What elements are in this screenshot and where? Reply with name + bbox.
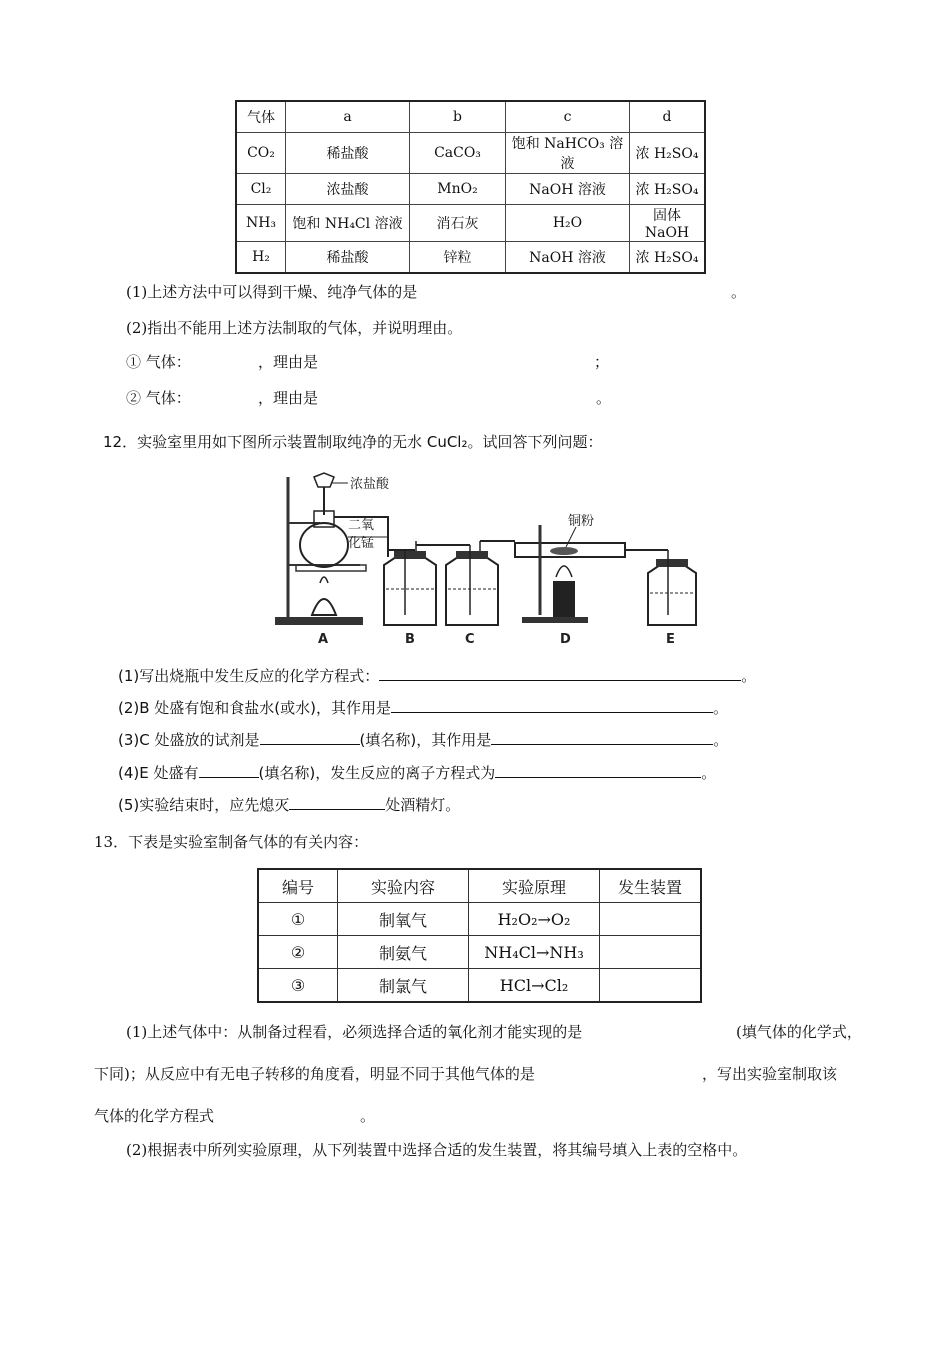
q13-title: 13．下表是实验室制备气体的有关内容： — [94, 833, 369, 851]
apparatus-answer-cell[interactable] — [600, 936, 702, 969]
answer-blank[interactable] — [491, 728, 713, 745]
q11-line-1-end: 。 — [731, 283, 747, 301]
gas-method-table — [235, 100, 706, 274]
table-row — [258, 936, 701, 969]
q11-case2-gas: ② 气体： — [126, 389, 191, 407]
table-row — [236, 242, 705, 274]
q11-part1-text: (1)上述方法中可以得到干燥、纯净气体的是 — [126, 283, 418, 301]
q12-sub4-text-b: (填名称)，发生反应的离子方程式为 — [258, 764, 496, 782]
table-cell: 制氧气 — [338, 903, 469, 936]
table-cell: 制氯气 — [338, 969, 469, 1003]
table-row — [236, 133, 705, 174]
q12-sub2-end: 。 — [713, 699, 729, 717]
burner-d — [553, 581, 575, 617]
label-e: E — [666, 632, 675, 647]
answer-blank[interactable] — [495, 761, 701, 778]
bottle-e — [648, 565, 696, 625]
table-header-cell: 发生装置 — [600, 869, 702, 903]
q11-case1-gas: ① 气体： — [126, 353, 191, 371]
answer-blank[interactable] — [289, 793, 385, 810]
label-d: D — [560, 632, 571, 647]
table-cell: CO₂ — [236, 133, 286, 174]
q11-case2-end: 。 — [596, 389, 612, 407]
q12-sub3-end: 。 — [713, 731, 729, 749]
table-header-cell: c — [506, 101, 630, 133]
table-cell: 稀盐酸 — [286, 133, 410, 174]
table-cell: 饱和 NH₄Cl 溶液 — [286, 205, 410, 242]
q12-sub3-text-b: (填名称)，其作用是 — [359, 731, 492, 749]
table-row — [236, 205, 705, 242]
bottle-b — [384, 557, 436, 625]
answer-blank[interactable] — [199, 761, 259, 778]
q12-sub3 — [118, 728, 728, 750]
table-cell: 浓 H₂SO₄ — [630, 174, 706, 205]
label-b: B — [405, 632, 415, 647]
table-cell: H₂O — [506, 205, 630, 242]
q12-sub4 — [118, 761, 716, 783]
table-header-row — [236, 101, 705, 133]
table-header-cell: 气体 — [236, 101, 286, 133]
q11-part2-text: (2)指出不能用上述方法制取的气体，并说明理由。 — [126, 319, 463, 337]
table-cell: ② — [258, 936, 338, 969]
table-header-cell: a — [286, 101, 410, 133]
label-a: A — [318, 632, 329, 647]
table-header-cell: d — [630, 101, 706, 133]
stopper-e — [656, 559, 688, 567]
apparatus-answer-cell[interactable] — [600, 903, 702, 936]
table-cell: H₂O₂→O₂ — [469, 903, 600, 936]
stand-base-a — [275, 617, 363, 625]
q12-sub5 — [118, 793, 460, 815]
q12-sub3-text-a: (3)C 处盛放的试剂是 — [118, 731, 260, 749]
table-header-row — [258, 869, 701, 903]
stopper-b — [394, 551, 426, 559]
q12-sub1-end: 。 — [741, 667, 757, 685]
label-mno2-1: 二氧 — [348, 518, 375, 533]
q12-sub1 — [118, 664, 756, 686]
q12-sub4-text-a: (4)E 处盛有 — [118, 764, 199, 782]
label-cu: 铜粉 — [568, 514, 595, 529]
q13-p1-e: 气体的化学方程式 — [94, 1107, 215, 1125]
q12-sub5-text-a: (5)实验结束时，应先熄灭 — [118, 796, 290, 814]
q13-p1-b: (填气体的化学式， — [736, 1023, 862, 1041]
table-cell: NaOH 溶液 — [506, 174, 630, 205]
table-header-cell: 实验内容 — [338, 869, 469, 903]
table-cell: CaCO₃ — [410, 133, 506, 174]
table-cell: ① — [258, 903, 338, 936]
table-cell: 浓 H₂SO₄ — [630, 242, 706, 274]
table-cell: NH₃ — [236, 205, 286, 242]
q13-p1-d: ，写出实验室制取该 — [702, 1065, 838, 1083]
apparatus-diagram — [270, 465, 710, 650]
q11-line-1 — [126, 282, 417, 302]
table-row — [258, 969, 701, 1003]
stand-base-d — [522, 617, 588, 623]
label-hcl: 浓盐酸 — [350, 477, 390, 492]
table-cell: NH₄Cl→NH₃ — [469, 936, 600, 969]
flame-a — [320, 577, 328, 583]
table-header-cell: 编号 — [258, 869, 338, 903]
round-flask — [300, 523, 348, 567]
q13-p1-f: 。 — [360, 1107, 376, 1125]
table-header-cell: 实验原理 — [469, 869, 600, 903]
q12-sub4-end: 。 — [701, 764, 717, 782]
stopper-c — [456, 551, 488, 559]
bottle-c — [446, 557, 498, 625]
table-cell: 浓 H₂SO₄ — [630, 133, 706, 174]
table-cell: H₂ — [236, 242, 286, 274]
table-row — [258, 903, 701, 936]
table-cell: Cl₂ — [236, 174, 286, 205]
answer-blank[interactable] — [391, 696, 713, 713]
table-row — [236, 174, 705, 205]
table-cell: 制氨气 — [338, 936, 469, 969]
label-c: C — [465, 632, 475, 647]
table-cell: ③ — [258, 969, 338, 1003]
q13-p1-a: (1)上述气体中：从制备过程看，必须选择合适的氧化剂才能实现的是 — [126, 1023, 583, 1041]
q13-p1-c: 下同)；从反应中有无电子转移的角度看，明显不同于其他气体的是 — [94, 1065, 535, 1083]
q12-sub2-text: (2)B 处盛有饱和食盐水(或水)，其作用是 — [118, 699, 392, 717]
q12-title: 12．实验室里用如下图所示装置制取纯净的无水 CuCl₂。试回答下列问题： — [103, 433, 603, 451]
q11-case2-reason: ，理由是 — [258, 389, 319, 407]
q13-p2: (2)根据表中所列实验原理，从下列装置中选择合适的发生装置，将其编号填入上表的空格中。 — [126, 1141, 748, 1159]
table-cell: 消石灰 — [410, 205, 506, 242]
table-cell: 锌粒 — [410, 242, 506, 274]
label-mno2-2: 化锰 — [348, 536, 375, 551]
burner-a — [312, 599, 336, 615]
table-cell: 稀盐酸 — [286, 242, 410, 274]
answer-blank[interactable] — [379, 664, 741, 681]
q12-sub5-text-b: 处酒精灯。 — [385, 796, 461, 814]
table-cell: HCl→Cl₂ — [469, 969, 600, 1003]
q11-case1-end: ； — [594, 353, 610, 371]
table-cell: 饱和 NaHCO₃ 溶液 — [506, 133, 630, 174]
copper-powder — [550, 547, 578, 555]
prep-table-wrapper — [257, 868, 702, 1003]
gas-table-wrapper — [235, 100, 706, 274]
gas-prep-table — [257, 868, 702, 1003]
q11-case1-reason: ，理由是 — [258, 353, 319, 371]
table-cell: 浓盐酸 — [286, 174, 410, 205]
apparatus-answer-cell[interactable] — [600, 969, 702, 1003]
table-cell: 固体 NaOH — [630, 205, 706, 242]
dropping-funnel — [314, 473, 334, 487]
q12-sub1-text: (1)写出烧瓶中发生反应的化学方程式： — [118, 667, 380, 685]
flame-d — [556, 566, 572, 577]
answer-blank[interactable] — [260, 728, 360, 745]
table-cell: MnO₂ — [410, 174, 506, 205]
q12-sub2 — [118, 696, 728, 718]
table-header-cell: b — [410, 101, 506, 133]
table-cell: NaOH 溶液 — [506, 242, 630, 274]
